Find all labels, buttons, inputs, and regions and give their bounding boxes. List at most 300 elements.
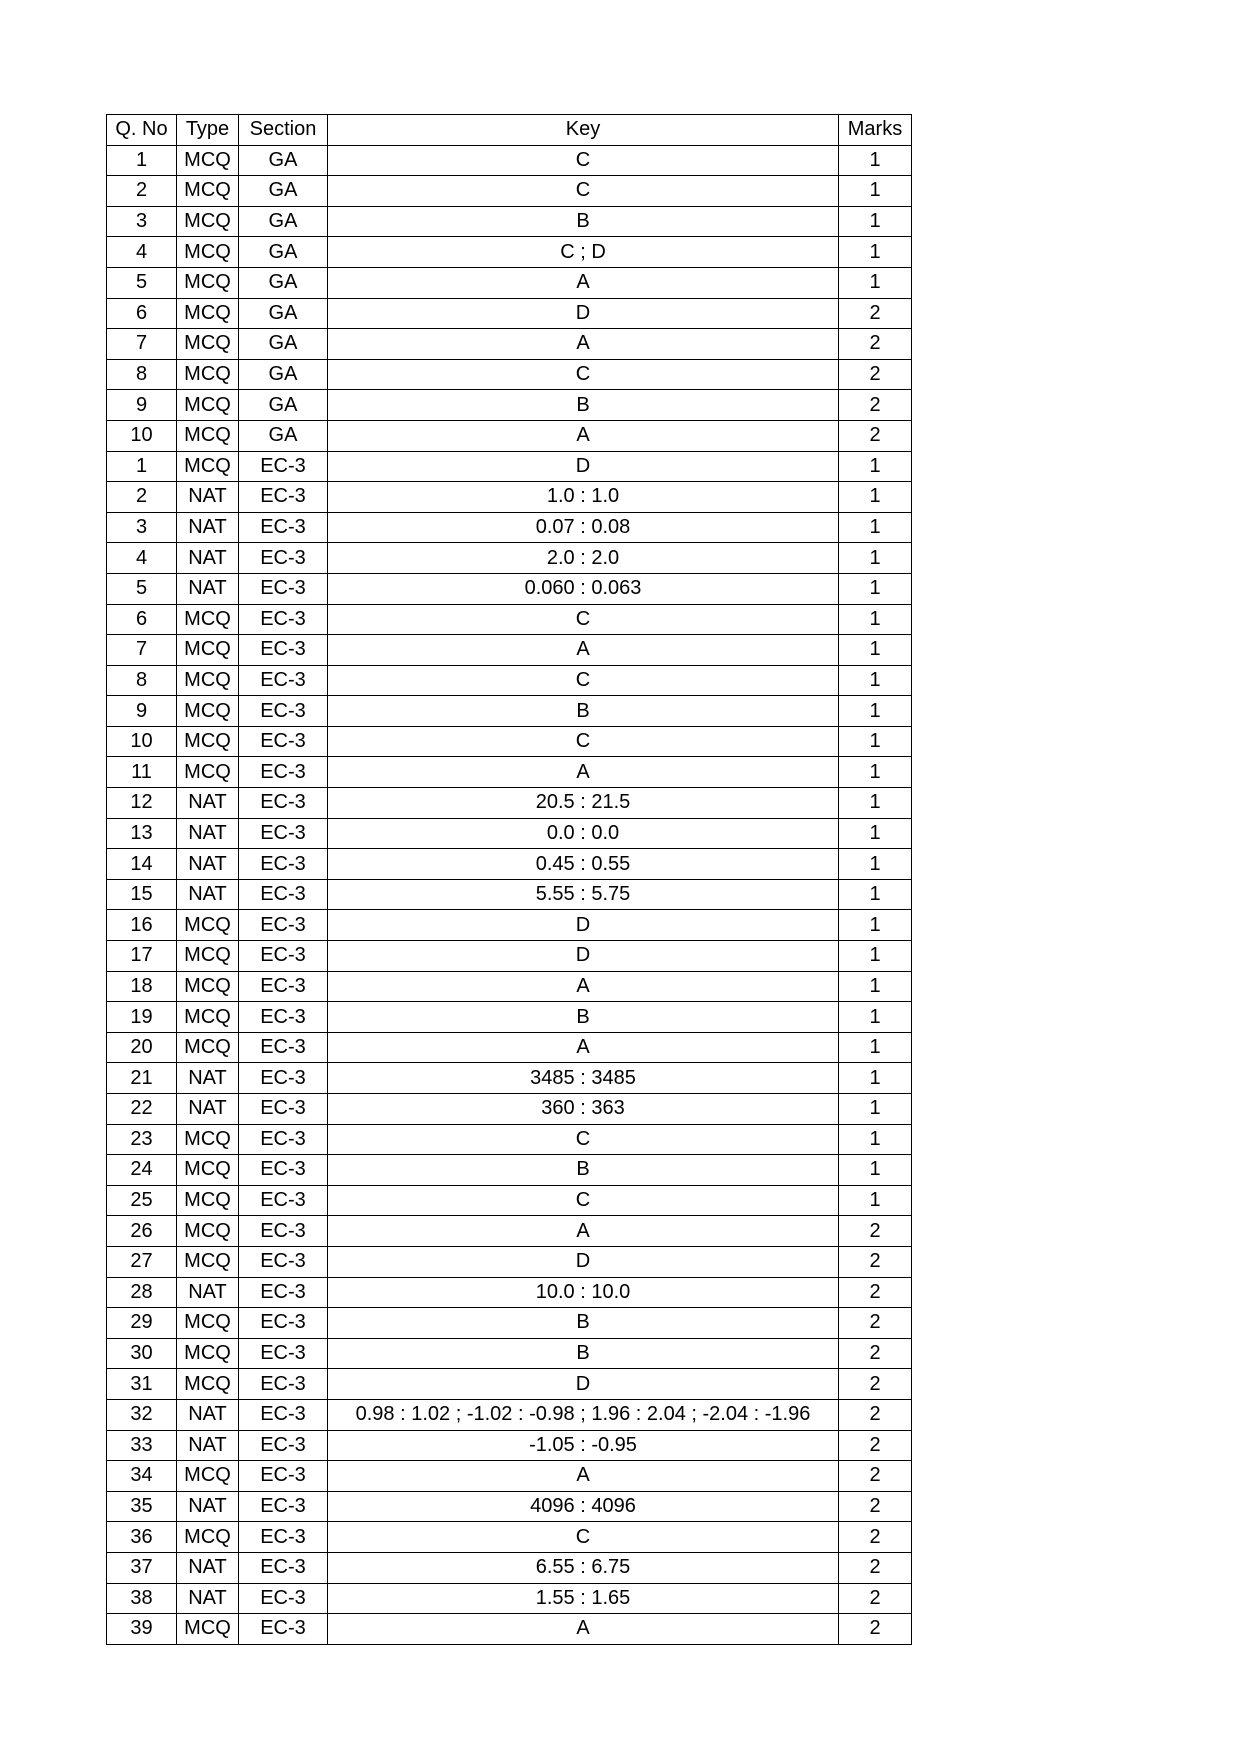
cell-marks: 1 [839, 1094, 912, 1125]
cell-marks: 1 [839, 757, 912, 788]
cell-type: MCQ [177, 176, 239, 207]
cell-type: MCQ [177, 635, 239, 666]
cell-marks: 2 [839, 1338, 912, 1369]
cell-section: GA [239, 267, 328, 298]
cell-section: EC-3 [239, 573, 328, 604]
table-row [107, 1614, 912, 1645]
cell-type: MCQ [177, 757, 239, 788]
cell-type: NAT [177, 1552, 239, 1583]
table-row [107, 1399, 912, 1430]
cell-key: B [328, 206, 839, 237]
cell-key: A [328, 1461, 839, 1492]
cell-section: EC-3 [239, 757, 328, 788]
cell-question-number: 7 [107, 329, 177, 360]
table-row [107, 359, 912, 390]
cell-question-number: 39 [107, 1614, 177, 1645]
cell-marks: 1 [839, 635, 912, 666]
cell-key: D [328, 941, 839, 972]
table-row [107, 1583, 912, 1614]
cell-key: 3485 : 3485 [328, 1063, 839, 1094]
table-row [107, 757, 912, 788]
cell-key: 2.0 : 2.0 [328, 543, 839, 574]
table-row [107, 206, 912, 237]
cell-question-number: 3 [107, 206, 177, 237]
cell-question-number: 38 [107, 1583, 177, 1614]
cell-type: MCQ [177, 329, 239, 360]
table-row [107, 1155, 912, 1186]
cell-section: GA [239, 206, 328, 237]
table-row [107, 849, 912, 880]
cell-question-number: 31 [107, 1369, 177, 1400]
cell-question-number: 2 [107, 482, 177, 513]
cell-section: GA [239, 359, 328, 390]
cell-marks: 2 [839, 329, 912, 360]
cell-section: GA [239, 145, 328, 176]
table-row [107, 1491, 912, 1522]
cell-marks: 1 [839, 543, 912, 574]
cell-type: MCQ [177, 1032, 239, 1063]
cell-type: NAT [177, 573, 239, 604]
cell-type: MCQ [177, 604, 239, 635]
cell-marks: 2 [839, 1552, 912, 1583]
table-body [107, 145, 912, 1644]
cell-key: A [328, 757, 839, 788]
cell-marks: 1 [839, 1124, 912, 1155]
cell-type: NAT [177, 849, 239, 880]
cell-type: MCQ [177, 145, 239, 176]
cell-section: EC-3 [239, 1216, 328, 1247]
cell-key: A [328, 420, 839, 451]
cell-section: EC-3 [239, 512, 328, 543]
cell-section: EC-3 [239, 1032, 328, 1063]
table-row [107, 451, 912, 482]
cell-marks: 2 [839, 1399, 912, 1430]
cell-question-number: 7 [107, 635, 177, 666]
cell-section: EC-3 [239, 1063, 328, 1094]
cell-marks: 2 [839, 1216, 912, 1247]
cell-section: GA [239, 298, 328, 329]
cell-section: GA [239, 237, 328, 268]
cell-type: MCQ [177, 451, 239, 482]
cell-section: EC-3 [239, 1399, 328, 1430]
cell-question-number: 1 [107, 145, 177, 176]
cell-question-number: 6 [107, 298, 177, 329]
cell-type: MCQ [177, 1338, 239, 1369]
cell-key: A [328, 267, 839, 298]
cell-type: MCQ [177, 665, 239, 696]
table-row [107, 1552, 912, 1583]
cell-question-number: 14 [107, 849, 177, 880]
cell-section: GA [239, 329, 328, 360]
cell-question-number: 1 [107, 451, 177, 482]
cell-key: 10.0 : 10.0 [328, 1277, 839, 1308]
table-row [107, 329, 912, 360]
table-row [107, 390, 912, 421]
cell-question-number: 19 [107, 1002, 177, 1033]
cell-key: C [328, 1124, 839, 1155]
table-row [107, 1094, 912, 1125]
cell-marks: 1 [839, 451, 912, 482]
cell-type: MCQ [177, 1461, 239, 1492]
cell-marks: 2 [839, 298, 912, 329]
cell-question-number: 17 [107, 941, 177, 972]
cell-marks: 2 [839, 1522, 912, 1553]
cell-marks: 1 [839, 879, 912, 910]
cell-key: D [328, 1369, 839, 1400]
cell-section: EC-3 [239, 1522, 328, 1553]
table-row [107, 1277, 912, 1308]
cell-question-number: 26 [107, 1216, 177, 1247]
table-row [107, 1002, 912, 1033]
table-row [107, 818, 912, 849]
cell-section: EC-3 [239, 1552, 328, 1583]
cell-key: 5.55 : 5.75 [328, 879, 839, 910]
cell-section: EC-3 [239, 941, 328, 972]
table-row [107, 696, 912, 727]
cell-section: EC-3 [239, 1002, 328, 1033]
table-row [107, 1032, 912, 1063]
cell-type: MCQ [177, 726, 239, 757]
cell-type: NAT [177, 482, 239, 513]
table-row [107, 665, 912, 696]
table-row [107, 237, 912, 268]
table-row [107, 267, 912, 298]
cell-section: EC-3 [239, 726, 328, 757]
cell-marks: 2 [839, 1430, 912, 1461]
table-row [107, 788, 912, 819]
table-row [107, 1308, 912, 1339]
cell-question-number: 10 [107, 726, 177, 757]
cell-marks: 2 [839, 1277, 912, 1308]
cell-key: 1.0 : 1.0 [328, 482, 839, 513]
cell-key: B [328, 1002, 839, 1033]
cell-question-number: 9 [107, 390, 177, 421]
cell-question-number: 36 [107, 1522, 177, 1553]
cell-question-number: 28 [107, 1277, 177, 1308]
cell-marks: 1 [839, 237, 912, 268]
cell-question-number: 12 [107, 788, 177, 819]
cell-type: MCQ [177, 1522, 239, 1553]
cell-question-number: 22 [107, 1094, 177, 1125]
cell-marks: 1 [839, 696, 912, 727]
cell-key: B [328, 1338, 839, 1369]
cell-type: NAT [177, 1277, 239, 1308]
cell-marks: 1 [839, 1155, 912, 1186]
cell-question-number: 8 [107, 359, 177, 390]
cell-question-number: 4 [107, 237, 177, 268]
cell-marks: 1 [839, 604, 912, 635]
cell-type: MCQ [177, 420, 239, 451]
cell-question-number: 13 [107, 818, 177, 849]
cell-question-number: 8 [107, 665, 177, 696]
cell-type: MCQ [177, 941, 239, 972]
cell-section: EC-3 [239, 1185, 328, 1216]
cell-section: EC-3 [239, 1094, 328, 1125]
header-marks: Marks [839, 115, 912, 146]
cell-type: MCQ [177, 1246, 239, 1277]
cell-key: C [328, 665, 839, 696]
table-row [107, 1430, 912, 1461]
cell-marks: 1 [839, 1032, 912, 1063]
cell-key: C [328, 359, 839, 390]
cell-section: EC-3 [239, 1614, 328, 1645]
cell-key: C ; D [328, 237, 839, 268]
cell-section: EC-3 [239, 1430, 328, 1461]
cell-key: D [328, 298, 839, 329]
cell-section: EC-3 [239, 604, 328, 635]
cell-marks: 1 [839, 788, 912, 819]
cell-question-number: 29 [107, 1308, 177, 1339]
cell-type: NAT [177, 1583, 239, 1614]
cell-marks: 1 [839, 512, 912, 543]
table-row [107, 1522, 912, 1553]
cell-type: MCQ [177, 971, 239, 1002]
cell-type: NAT [177, 1430, 239, 1461]
cell-question-number: 6 [107, 604, 177, 635]
cell-type: NAT [177, 1094, 239, 1125]
cell-section: EC-3 [239, 910, 328, 941]
cell-question-number: 20 [107, 1032, 177, 1063]
table-row [107, 1338, 912, 1369]
cell-key: C [328, 604, 839, 635]
cell-type: MCQ [177, 1308, 239, 1339]
cell-key: A [328, 635, 839, 666]
table-row [107, 1246, 912, 1277]
cell-key: 1.55 : 1.65 [328, 1583, 839, 1614]
cell-type: MCQ [177, 1216, 239, 1247]
cell-marks: 1 [839, 726, 912, 757]
cell-type: NAT [177, 512, 239, 543]
cell-key: C [328, 1522, 839, 1553]
cell-type: NAT [177, 879, 239, 910]
table-row [107, 941, 912, 972]
cell-section: EC-3 [239, 696, 328, 727]
table-row [107, 910, 912, 941]
cell-section: EC-3 [239, 1277, 328, 1308]
cell-question-number: 23 [107, 1124, 177, 1155]
cell-section: EC-3 [239, 1124, 328, 1155]
cell-section: EC-3 [239, 451, 328, 482]
cell-question-number: 24 [107, 1155, 177, 1186]
cell-type: NAT [177, 818, 239, 849]
table-row [107, 420, 912, 451]
cell-question-number: 30 [107, 1338, 177, 1369]
cell-marks: 1 [839, 941, 912, 972]
cell-key: D [328, 910, 839, 941]
cell-marks: 1 [839, 1063, 912, 1094]
cell-key: C [328, 726, 839, 757]
table-row [107, 1369, 912, 1400]
cell-type: MCQ [177, 1185, 239, 1216]
cell-type: MCQ [177, 206, 239, 237]
table-row [107, 1124, 912, 1155]
cell-section: GA [239, 176, 328, 207]
cell-question-number: 3 [107, 512, 177, 543]
cell-key: C [328, 145, 839, 176]
cell-type: MCQ [177, 910, 239, 941]
cell-marks: 2 [839, 1461, 912, 1492]
cell-key: A [328, 1216, 839, 1247]
cell-marks: 1 [839, 665, 912, 696]
cell-key: 360 : 363 [328, 1094, 839, 1125]
cell-type: NAT [177, 1063, 239, 1094]
cell-section: EC-3 [239, 1583, 328, 1614]
cell-marks: 2 [839, 420, 912, 451]
table-row [107, 726, 912, 757]
cell-key: A [328, 1032, 839, 1063]
cell-key: A [328, 971, 839, 1002]
cell-section: GA [239, 390, 328, 421]
cell-key: 6.55 : 6.75 [328, 1552, 839, 1583]
cell-type: MCQ [177, 267, 239, 298]
cell-section: EC-3 [239, 482, 328, 513]
cell-key: C [328, 1185, 839, 1216]
cell-question-number: 4 [107, 543, 177, 574]
cell-question-number: 35 [107, 1491, 177, 1522]
cell-marks: 2 [839, 390, 912, 421]
cell-section: EC-3 [239, 1338, 328, 1369]
cell-question-number: 5 [107, 267, 177, 298]
answer-key-table [106, 114, 912, 1645]
cell-question-number: 21 [107, 1063, 177, 1094]
cell-question-number: 9 [107, 696, 177, 727]
cell-section: EC-3 [239, 849, 328, 880]
table-row [107, 573, 912, 604]
cell-question-number: 18 [107, 971, 177, 1002]
cell-section: EC-3 [239, 1369, 328, 1400]
cell-marks: 2 [839, 1614, 912, 1645]
cell-marks: 1 [839, 206, 912, 237]
cell-type: NAT [177, 788, 239, 819]
cell-marks: 1 [839, 849, 912, 880]
cell-marks: 1 [839, 818, 912, 849]
cell-section: EC-3 [239, 635, 328, 666]
cell-marks: 1 [839, 1185, 912, 1216]
cell-marks: 1 [839, 1002, 912, 1033]
table-row [107, 176, 912, 207]
cell-question-number: 27 [107, 1246, 177, 1277]
cell-marks: 2 [839, 1491, 912, 1522]
cell-marks: 2 [839, 1369, 912, 1400]
cell-key: -1.05 : -0.95 [328, 1430, 839, 1461]
cell-type: MCQ [177, 298, 239, 329]
cell-type: MCQ [177, 359, 239, 390]
table-row [107, 298, 912, 329]
table-row [107, 1216, 912, 1247]
cell-marks: 2 [839, 359, 912, 390]
cell-question-number: 25 [107, 1185, 177, 1216]
cell-key: A [328, 1614, 839, 1645]
cell-question-number: 37 [107, 1552, 177, 1583]
cell-marks: 2 [839, 1583, 912, 1614]
cell-key: B [328, 390, 839, 421]
cell-question-number: 15 [107, 879, 177, 910]
cell-section: EC-3 [239, 1155, 328, 1186]
cell-type: MCQ [177, 237, 239, 268]
cell-section: EC-3 [239, 788, 328, 819]
cell-marks: 1 [839, 971, 912, 1002]
cell-question-number: 32 [107, 1399, 177, 1430]
cell-marks: 1 [839, 482, 912, 513]
table-row [107, 971, 912, 1002]
cell-type: NAT [177, 1399, 239, 1430]
cell-key: B [328, 1155, 839, 1186]
cell-section: EC-3 [239, 1308, 328, 1339]
cell-key: 4096 : 4096 [328, 1491, 839, 1522]
cell-key: D [328, 451, 839, 482]
cell-marks: 1 [839, 573, 912, 604]
cell-marks: 2 [839, 1308, 912, 1339]
cell-section: EC-3 [239, 818, 328, 849]
cell-question-number: 11 [107, 757, 177, 788]
cell-section: EC-3 [239, 971, 328, 1002]
cell-key: 20.5 : 21.5 [328, 788, 839, 819]
cell-question-number: 33 [107, 1430, 177, 1461]
cell-type: MCQ [177, 1155, 239, 1186]
cell-key: C [328, 176, 839, 207]
cell-marks: 1 [839, 176, 912, 207]
cell-key: A [328, 329, 839, 360]
header-type: Type [177, 115, 239, 146]
cell-section: EC-3 [239, 665, 328, 696]
cell-marks: 1 [839, 910, 912, 941]
header-question-number: Q. No [107, 115, 177, 146]
cell-marks: 1 [839, 145, 912, 176]
table-row [107, 543, 912, 574]
cell-key: B [328, 696, 839, 727]
header-section: Section [239, 115, 328, 146]
table-row [107, 879, 912, 910]
table-row [107, 635, 912, 666]
table-row [107, 1063, 912, 1094]
cell-question-number: 10 [107, 420, 177, 451]
cell-type: MCQ [177, 696, 239, 727]
table-row [107, 604, 912, 635]
header-key: Key [328, 115, 839, 146]
cell-key: B [328, 1308, 839, 1339]
cell-question-number: 5 [107, 573, 177, 604]
cell-marks: 1 [839, 267, 912, 298]
table-header-row [107, 115, 912, 146]
cell-key: 0.07 : 0.08 [328, 512, 839, 543]
cell-question-number: 34 [107, 1461, 177, 1492]
cell-section: EC-3 [239, 543, 328, 574]
cell-type: MCQ [177, 1614, 239, 1645]
cell-question-number: 2 [107, 176, 177, 207]
cell-section: EC-3 [239, 1246, 328, 1277]
cell-type: MCQ [177, 1124, 239, 1155]
cell-key: 0.98 : 1.02 ; -1.02 : -0.98 ; 1.96 : 2.04 ; -2.04 : -1.96 [328, 1399, 839, 1430]
cell-marks: 2 [839, 1246, 912, 1277]
cell-section: EC-3 [239, 1491, 328, 1522]
cell-type: MCQ [177, 1002, 239, 1033]
table-row [107, 482, 912, 513]
cell-key: 0.45 : 0.55 [328, 849, 839, 880]
cell-type: MCQ [177, 390, 239, 421]
cell-section: EC-3 [239, 1461, 328, 1492]
cell-type: NAT [177, 543, 239, 574]
table-row [107, 512, 912, 543]
cell-key: 0.060 : 0.063 [328, 573, 839, 604]
table-row [107, 1185, 912, 1216]
cell-section: GA [239, 420, 328, 451]
cell-key: 0.0 : 0.0 [328, 818, 839, 849]
table-row [107, 145, 912, 176]
cell-section: EC-3 [239, 879, 328, 910]
cell-type: NAT [177, 1491, 239, 1522]
table-row [107, 1461, 912, 1492]
cell-key: D [328, 1246, 839, 1277]
